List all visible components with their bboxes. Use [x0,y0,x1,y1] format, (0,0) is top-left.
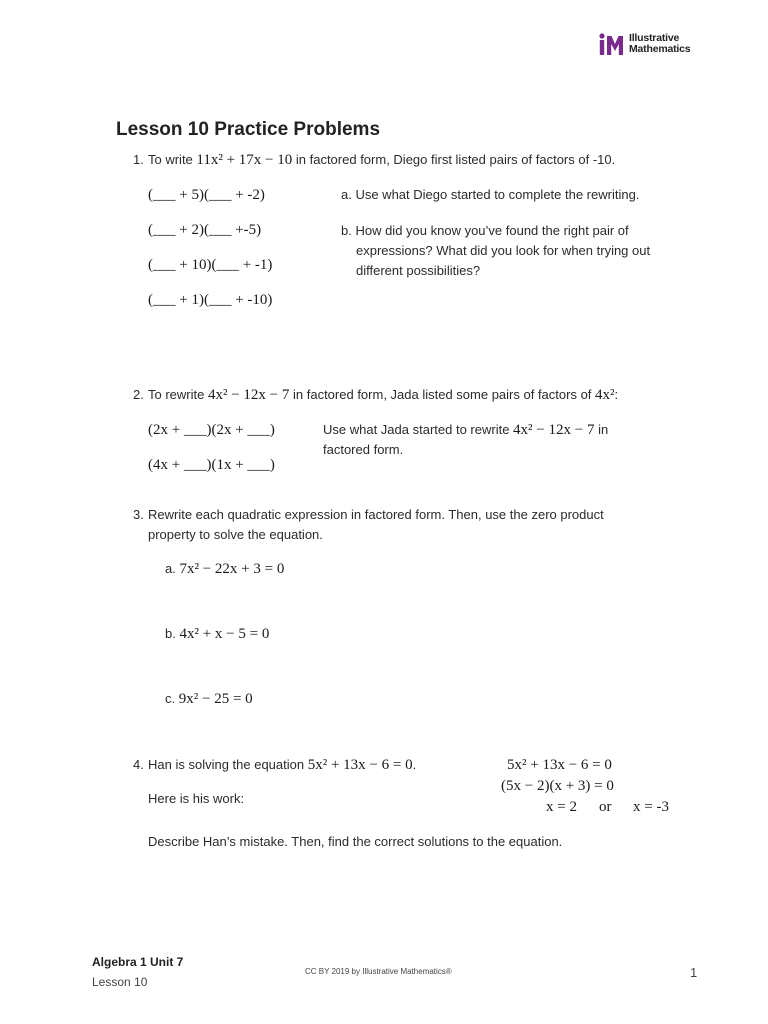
part-label: b. [165,626,176,641]
question-1-part-a: a. Use what Diego started to complete the rewriting. [341,187,640,202]
factor-pair: (___ + 1)(___ + -10) [148,292,273,308]
text: Han is solving the equation [148,757,308,772]
question-text [148,385,618,405]
text: . [412,757,417,772]
work-line-1: 5x² + 13x − 6 = 0 [507,757,612,773]
text: : [614,387,619,402]
text-line: b. How did you know you’ve found the right pair of [341,223,629,238]
factor-pair: (2x + ___)(2x + ___) [148,422,275,438]
work-solution-2: x = -3 [633,799,669,815]
logo-line-2: Mathematics [629,43,691,55]
question-3-part-a [165,561,284,578]
work-or: or [599,799,612,815]
part-label: c. [165,691,176,706]
work-solution-1: x = 2 [546,799,577,815]
text-line: Rewrite each quadratic expression in factored form. Then, use the zero product [148,507,604,522]
page-title: Lesson 10 Practice Problems [116,119,381,140]
factor-pair: (___ + 2)(___ +-5) [148,222,262,238]
text: Use what Jada started to rewrite [323,422,514,437]
footer-license: CC BY 2019 by Illustrative Mathematics® [305,967,452,976]
factor-pair: (___ + 5)(___ + -2) [148,187,265,203]
question-2-instruction [323,420,608,460]
equation: 9x² − 25 = 0 [178,691,253,707]
footer-lesson: Lesson 10 [92,975,148,989]
text-line: expressions? What did you look for when trying out [356,243,651,258]
logo-wordmark [629,33,690,55]
math-expression: 5x² + 13x − 6 = 0 [307,757,413,773]
text: To rewrite [148,387,208,402]
factor-pair: (___ + 10)(___ + -1) [148,257,273,273]
factor-pair: (4x + ___)(1x + ___) [148,457,275,473]
math-expression: 4x² − 12x − 7 [513,422,595,438]
text: in factored form, Diego first listed pairs of factors of -10. [292,152,616,167]
question-number: 3. [133,507,144,522]
equation: 7x² − 22x + 3 = 0 [179,561,285,577]
math-expression: 4x² [595,387,615,403]
work-label: Here is his work: [148,791,245,806]
text: in [594,422,609,437]
text-line: factored form. [323,442,404,457]
question-number: 1. [133,152,144,167]
text-line: different possibilities? [356,263,481,278]
question-number: 2. [133,387,144,402]
question-text [148,755,416,775]
text-line [323,420,608,440]
question-4-describe: Describe Han’s mistake. Then, find the correct solutions to the equation. [148,834,563,849]
question-3-part-c [165,691,253,708]
question-number: 4. [133,757,144,772]
text: To write [148,152,197,167]
logo-line-1: Illustrative [629,32,680,44]
question-text [148,505,604,545]
part-label: a. [165,561,176,576]
text: in factored form, Jada listed some pairs of factors of [289,387,596,402]
page-number: 1 [690,965,698,980]
question-3-part-b [165,626,269,643]
footer-course: Algebra 1 Unit 7 [92,955,184,969]
equation: 4x² + x − 5 = 0 [179,626,270,642]
work-line-2: (5x − 2)(x + 3) = 0 [501,778,614,794]
math-expression: 11x² + 17x − 10 [196,152,293,168]
question-text [148,150,615,170]
math-expression: 4x² − 12x − 7 [207,387,290,403]
im-logo-icon [598,33,628,57]
question-1-part-b [341,221,650,281]
text-line: property to solve the equation. [148,527,323,542]
